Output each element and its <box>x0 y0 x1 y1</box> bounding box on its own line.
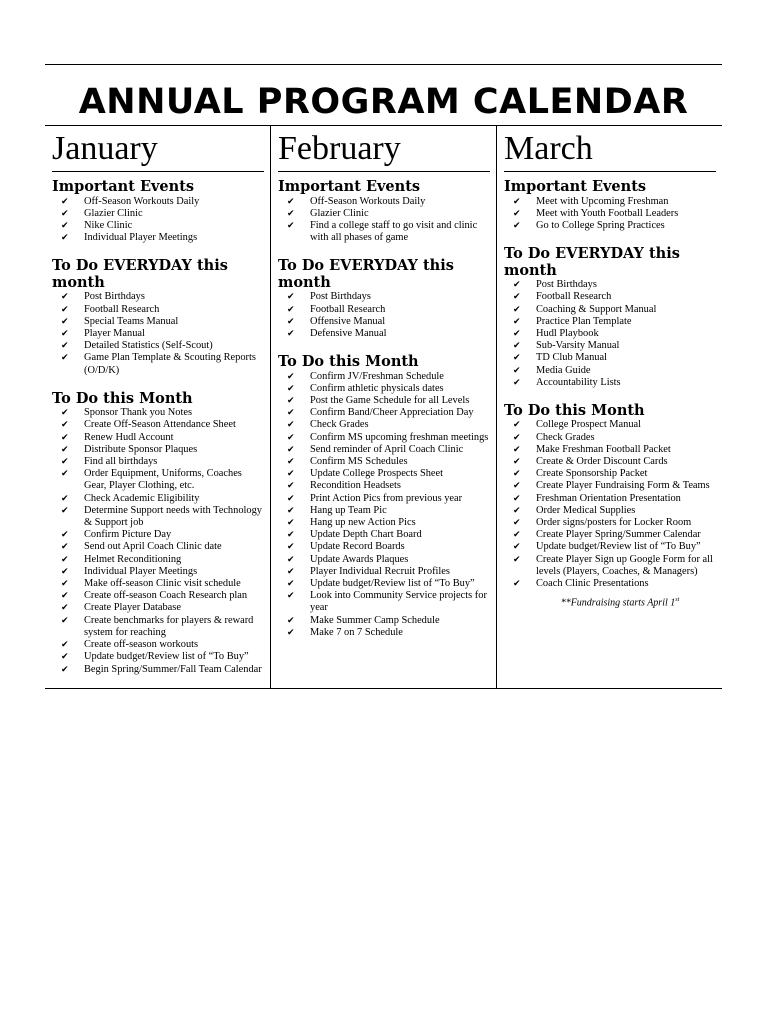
checklist-item-text: Order Equipment, Uniforms, Coaches Gear, Player Clothing, etc. <box>84 468 242 492</box>
checkmark-icon: ✔ <box>61 566 69 577</box>
checklist-item-text: Football Research <box>310 303 386 315</box>
checklist-item-text: Find a college staff to go visit and clinic with all phases of game <box>310 219 478 244</box>
checklist-item-text: College Prospect Manual <box>536 419 642 431</box>
checklist-item-text: Create off-season Coach Research plan <box>84 590 248 602</box>
section-heading: Important Events <box>278 178 421 195</box>
checklist-item-text: Check Academic Eligibility <box>84 492 200 504</box>
checklist-item-text: Sub-Varsity Manual <box>536 340 620 352</box>
checklist-item <box>278 407 490 419</box>
checklist-item <box>504 220 716 232</box>
month-column-march <box>496 126 722 688</box>
month-heading: March <box>504 130 716 172</box>
checkmark-icon: ✔ <box>61 530 69 541</box>
checklist <box>52 407 264 675</box>
checkmark-icon: ✔ <box>287 220 295 231</box>
checkmark-icon: ✔ <box>61 542 69 553</box>
checklist-item-text: Meet with Upcoming Freshman <box>536 195 669 207</box>
checkmark-icon: ✔ <box>61 603 69 614</box>
checkmark-icon: ✔ <box>287 493 295 504</box>
checklist-item-text: Player Manual <box>84 327 145 339</box>
page-title: ANNUAL PROGRAM CALENDAR <box>78 82 689 122</box>
section-heading: Important Events <box>52 178 195 195</box>
checklist-item-text: Update College Prospects Sheet <box>310 468 444 480</box>
checklist <box>52 291 264 376</box>
section-heading: Important Events <box>504 178 647 195</box>
checklist-item-text: Distribute Sponsor Plaques <box>84 443 198 455</box>
checklist-item <box>52 505 264 529</box>
checklist-item-text: Post Birthdays <box>536 279 597 291</box>
checklist-item <box>504 529 716 541</box>
checkmark-icon: ✔ <box>287 208 295 219</box>
checklist-item-text: Order Medical Supplies <box>536 504 636 516</box>
checklist-item-text: Confirm MS upcoming freshman meetings <box>310 431 489 443</box>
checkmark-icon: ✔ <box>61 408 69 419</box>
checkmark-icon: ✔ <box>513 505 521 516</box>
checklist-item <box>278 493 490 505</box>
checkmark-icon: ✔ <box>287 457 295 468</box>
checklist-item-text: Determine Support needs with Technology & Support job <box>84 504 262 529</box>
checklist-item <box>278 505 490 517</box>
checklist-item <box>504 456 716 468</box>
checkmark-icon: ✔ <box>61 469 69 480</box>
checklist-item-text: Make 7 on 7 Schedule <box>310 626 403 638</box>
checklist-item-text: Check Grades <box>310 419 369 431</box>
checklist-item-text: Defensive Manual <box>310 327 387 339</box>
checkmark-icon: ✔ <box>61 579 69 590</box>
checkmark-icon: ✔ <box>61 444 69 455</box>
checkmark-icon: ✔ <box>513 341 521 352</box>
checkmark-icon: ✔ <box>513 196 521 207</box>
checkmark-icon: ✔ <box>513 328 521 339</box>
checklist-item <box>278 316 490 328</box>
checklist-item <box>278 432 490 444</box>
checkmark-icon: ✔ <box>61 664 69 675</box>
checklist <box>52 196 264 245</box>
checklist-item-text: Hang up Team Pic <box>310 504 387 516</box>
checklist-item <box>278 468 490 480</box>
checkmark-icon: ✔ <box>513 579 521 590</box>
checkmark-icon: ✔ <box>287 196 295 207</box>
checklist-item-text: Accountability Lists <box>536 376 621 388</box>
note-superscript: st <box>675 597 680 604</box>
checklist-item <box>278 615 490 627</box>
checklist-item <box>504 316 716 328</box>
checkmark-icon: ✔ <box>287 518 295 529</box>
checklist-item <box>504 196 716 208</box>
checklist-item-text: Update Depth Chart Board <box>310 529 422 541</box>
checklist-item-text: Freshman Orientation Presentation <box>536 492 681 504</box>
checklist-item <box>278 395 490 407</box>
checkmark-icon: ✔ <box>287 481 295 492</box>
checkmark-icon: ✔ <box>287 304 295 315</box>
checkmark-icon: ✔ <box>513 365 521 376</box>
checklist <box>504 419 716 590</box>
checklist-item <box>278 419 490 431</box>
checklist-item <box>52 590 264 602</box>
checkmark-icon: ✔ <box>513 457 521 468</box>
checklist-item <box>52 639 264 651</box>
checklist-item <box>504 304 716 316</box>
checklist-item <box>504 578 716 590</box>
checklist <box>278 291 490 340</box>
checkmark-icon: ✔ <box>513 444 521 455</box>
checklist-item <box>504 291 716 303</box>
checklist-item <box>504 554 716 578</box>
checkmark-icon: ✔ <box>513 292 521 303</box>
checkmark-icon: ✔ <box>513 469 521 480</box>
checklist-item-text: Print Action Pics from previous year <box>310 492 463 504</box>
checklist-item-text: Create benchmarks for players & reward system for reaching <box>84 614 254 638</box>
checklist-item-text: Game Plan Template & Scouting Reports (O/D/K) <box>84 352 256 376</box>
checkmark-icon: ✔ <box>513 542 521 553</box>
checklist-item-text: Send out April Coach Clinic date <box>84 541 222 553</box>
section-heading: To Do this Month <box>278 353 419 371</box>
checklist-item-text: Post Birthdays <box>310 291 371 303</box>
checklist-item <box>504 432 716 444</box>
checkmark-icon: ✔ <box>61 457 69 468</box>
checkmark-icon: ✔ <box>287 505 295 516</box>
checklist-item-text: Nike Clinic <box>84 219 133 231</box>
section-heading: To Do this Month <box>52 389 193 407</box>
checklist-item <box>278 328 490 340</box>
checkmark-icon: ✔ <box>287 554 295 565</box>
checklist-item <box>52 232 264 244</box>
checklist-item-text: Check Grades <box>536 431 595 443</box>
checklist-item-text: Coaching & Support Manual <box>536 303 657 315</box>
checkmark-icon: ✔ <box>287 469 295 480</box>
checklist-item-text: Make off-season Clinic visit schedule <box>84 578 241 590</box>
checklist-item-text: Make Summer Camp Schedule <box>310 614 440 626</box>
checkmark-icon: ✔ <box>287 396 295 407</box>
checklist-item <box>278 480 490 492</box>
checklist-item-text: Create Sponsorship Packet <box>536 468 648 480</box>
checklist-item <box>52 340 264 352</box>
checklist-item-text: Confirm MS Schedules <box>310 456 408 468</box>
checkmark-icon: ✔ <box>513 493 521 504</box>
checklist-item-text: Glazier Clinic <box>84 207 143 219</box>
checkmark-icon: ✔ <box>287 542 295 553</box>
checklist-item <box>504 468 716 480</box>
checklist-item-text: Confirm athletic physicals dates <box>310 382 444 394</box>
checklist-item <box>52 444 264 456</box>
checkmark-icon: ✔ <box>287 566 295 577</box>
checklist-item <box>52 419 264 431</box>
section-heading: To Do this Month <box>504 401 645 419</box>
checkmark-icon: ✔ <box>61 316 69 327</box>
month-column-february <box>270 126 496 688</box>
checklist-item-text: Hudl Playbook <box>536 327 599 339</box>
checklist-item <box>278 291 490 303</box>
checklist-item-text: Look into Community Service projects for year <box>310 590 487 614</box>
month-column-january <box>45 126 270 688</box>
checklist-item <box>52 578 264 590</box>
checkmark-icon: ✔ <box>287 615 295 626</box>
checklist-item <box>278 541 490 553</box>
checkmark-icon: ✔ <box>61 353 69 364</box>
checklist-item-text: Coach Clinic Presentations <box>536 578 649 590</box>
checklist-item <box>504 419 716 431</box>
checklist-item <box>278 220 490 244</box>
checkmark-icon: ✔ <box>287 383 295 394</box>
checklist-item <box>52 304 264 316</box>
checkmark-icon: ✔ <box>61 505 69 516</box>
checklist-item-text: Confirm JV/Freshman Schedule <box>310 370 444 382</box>
checklist-item-text: Update budget/Review list of “To Buy” <box>536 541 701 553</box>
checklist-item-text: Go to College Spring Practices <box>536 219 665 231</box>
fundraising-note <box>504 597 716 608</box>
checkmark-icon: ✔ <box>287 579 295 590</box>
checklist-item <box>278 444 490 456</box>
checkmark-icon: ✔ <box>513 377 521 388</box>
checkmark-icon: ✔ <box>61 493 69 504</box>
checklist-item <box>504 279 716 291</box>
checklist-item <box>52 196 264 208</box>
checkmark-icon: ✔ <box>513 432 521 443</box>
checklist-item <box>52 602 264 614</box>
checkmark-icon: ✔ <box>513 304 521 315</box>
checklist-item <box>504 480 716 492</box>
checklist-item-text: Practice Plan Template <box>536 315 632 327</box>
checklist-item-text: Off-Season Workouts Daily <box>84 195 200 207</box>
checkmark-icon: ✔ <box>513 554 521 565</box>
checklist-item <box>504 517 716 529</box>
checklist-item <box>52 615 264 639</box>
checklist-item <box>278 456 490 468</box>
checklist-item <box>52 291 264 303</box>
checklist-item <box>278 590 490 614</box>
checkmark-icon: ✔ <box>287 420 295 431</box>
checklist-item <box>52 566 264 578</box>
checklist-item-text: Create Player Fundraising Form & Teams <box>536 480 710 492</box>
checklist <box>278 371 490 639</box>
checklist-item-text: Recondition Headsets <box>310 480 401 492</box>
checklist-item <box>52 220 264 232</box>
checkmark-icon: ✔ <box>61 554 69 565</box>
checkmark-icon: ✔ <box>61 652 69 663</box>
checkmark-icon: ✔ <box>513 280 521 291</box>
checkmark-icon: ✔ <box>513 316 521 327</box>
checklist-item <box>504 444 716 456</box>
month-heading: January <box>52 130 264 172</box>
checklist-item <box>504 493 716 505</box>
checklist-item <box>278 517 490 529</box>
checkmark-icon: ✔ <box>513 353 521 364</box>
checklist-item-text: Hang up new Action Pics <box>310 517 416 529</box>
checkmark-icon: ✔ <box>61 233 69 244</box>
checklist-item-text: Helmet Reconditioning <box>84 553 182 565</box>
checklist-item <box>278 566 490 578</box>
checklist-item <box>278 554 490 566</box>
checklist-item-text: Offensive Manual <box>310 315 386 327</box>
checkmark-icon: ✔ <box>287 371 295 382</box>
checklist-item-text: Off-Season Workouts Daily <box>310 195 426 207</box>
checklist-item <box>504 505 716 517</box>
checklist-item-text: Player Individual Recruit Profiles <box>310 565 450 577</box>
checkmark-icon: ✔ <box>513 420 521 431</box>
checklist-item <box>278 196 490 208</box>
checkmark-icon: ✔ <box>287 444 295 455</box>
checklist-item <box>52 529 264 541</box>
checklist-item <box>504 340 716 352</box>
checkmark-icon: ✔ <box>61 208 69 219</box>
checklist-item-text: Renew Hudl Account <box>84 431 174 443</box>
checklist-item-text: Order signs/posters for Locker Room <box>536 517 692 529</box>
checklist-item <box>52 664 264 676</box>
checklist-item-text: Glazier Clinic <box>310 207 369 219</box>
checklist-item <box>278 627 490 639</box>
top-rule <box>45 64 722 65</box>
checklist-item-text: Update Awards Plaques <box>310 553 409 565</box>
checklist-item-text: Create Off-Season Attendance Sheet <box>84 419 236 431</box>
checkmark-icon: ✔ <box>513 208 521 219</box>
section-heading: To Do EVERYDAY this month <box>278 257 454 291</box>
checkmark-icon: ✔ <box>61 615 69 626</box>
checklist-item <box>278 529 490 541</box>
checkmark-icon: ✔ <box>287 627 295 638</box>
checklist-item-text: Detailed Statistics (Self-Scout) <box>84 340 213 352</box>
checklist-item-text: Find all birthdays <box>84 456 158 468</box>
checklist-item-text: Post the Game Schedule for all Levels <box>310 395 470 407</box>
checklist-item <box>52 316 264 328</box>
checklist-item-text: TD Club Manual <box>536 352 607 364</box>
checklist-item-text: Make Freshman Football Packet <box>536 443 671 455</box>
checklist-item-text: Football Research <box>84 303 160 315</box>
checklist-item <box>52 208 264 220</box>
checklist-item-text: Special Teams Manual <box>84 315 179 327</box>
checklist-item-text: Begin Spring/Summer/Fall Team Calendar <box>84 663 262 675</box>
checklist-item <box>52 407 264 419</box>
checklist-item <box>52 493 264 505</box>
checklist-item <box>52 651 264 663</box>
checklist-item-text: Individual Player Meetings <box>84 565 198 577</box>
checklist-item-text: Create Player Spring/Summer Calendar <box>536 529 701 541</box>
checkmark-icon: ✔ <box>513 220 521 231</box>
checklist-item <box>52 456 264 468</box>
section-heading: To Do EVERYDAY this month <box>52 257 228 291</box>
checklist-item <box>52 554 264 566</box>
checkmark-icon: ✔ <box>287 292 295 303</box>
checklist-item <box>278 578 490 590</box>
checkmark-icon: ✔ <box>287 408 295 419</box>
checklist-item <box>504 208 716 220</box>
checklist-item-text: Create Player Database <box>84 602 181 614</box>
checklist <box>504 279 716 389</box>
checklist-item <box>52 352 264 376</box>
checklist-item-text: Confirm Picture Day <box>84 529 172 541</box>
checklist-item-text: Post Birthdays <box>84 291 145 303</box>
checklist-item <box>278 383 490 395</box>
section-heading: To Do EVERYDAY this month <box>504 245 680 279</box>
checkmark-icon: ✔ <box>287 328 295 339</box>
note-text: **Fundraising starts April 1 <box>560 597 676 609</box>
checkmark-icon: ✔ <box>61 591 69 602</box>
checklist-item-text: Update budget/Review list of “To Buy” <box>84 651 249 663</box>
checklist-item-text: Update budget/Review list of “To Buy” <box>310 578 475 590</box>
checkmark-icon: ✔ <box>61 292 69 303</box>
checklist-item-text: Individual Player Meetings <box>84 232 198 244</box>
checkmark-icon: ✔ <box>61 640 69 651</box>
checklist-item <box>52 541 264 553</box>
checkmark-icon: ✔ <box>513 518 521 529</box>
checkmark-icon: ✔ <box>61 220 69 231</box>
checkmark-icon: ✔ <box>513 530 521 541</box>
checklist-item-text: Meet with Youth Football Leaders <box>536 207 679 219</box>
checklist-item <box>504 541 716 553</box>
checkmark-icon: ✔ <box>61 196 69 207</box>
calendar-table <box>45 125 722 689</box>
checklist-item-text: Create off-season workouts <box>84 639 199 651</box>
checklist-item <box>504 377 716 389</box>
checklist-item-text: Create & Order Discount Cards <box>536 456 668 468</box>
checkmark-icon: ✔ <box>61 328 69 339</box>
checklist-item <box>278 371 490 383</box>
checklist-item-text: Send reminder of April Coach Clinic <box>310 443 464 455</box>
checklist <box>278 196 490 245</box>
checkmark-icon: ✔ <box>287 316 295 327</box>
checklist-item-text: Update Record Boards <box>310 541 405 553</box>
checklist-item-text: Sponsor Thank you Notes <box>84 407 193 419</box>
checkmark-icon: ✔ <box>287 432 295 443</box>
checkmark-icon: ✔ <box>513 481 521 492</box>
checklist-item <box>52 328 264 340</box>
checkmark-icon: ✔ <box>61 432 69 443</box>
checklist-item <box>278 304 490 316</box>
checkmark-icon: ✔ <box>61 341 69 352</box>
checklist-item <box>278 208 490 220</box>
checklist-item-text: Create Player Sign up Google Form for all levels (Players, Coaches, & Managers) <box>536 553 713 577</box>
checklist-item-text: Media Guide <box>536 364 591 376</box>
checkmark-icon: ✔ <box>287 591 295 602</box>
checkmark-icon: ✔ <box>61 420 69 431</box>
checkmark-icon: ✔ <box>61 304 69 315</box>
checklist-item <box>504 352 716 364</box>
month-heading: February <box>278 130 490 172</box>
checklist <box>504 196 716 233</box>
checklist-item-text: Confirm Band/Cheer Appreciation Day <box>310 407 474 419</box>
checklist-item <box>52 468 264 492</box>
checklist-item <box>504 365 716 377</box>
checklist-item <box>504 328 716 340</box>
checklist-item-text: Football Research <box>536 291 612 303</box>
checkmark-icon: ✔ <box>287 530 295 541</box>
checklist-item <box>52 432 264 444</box>
